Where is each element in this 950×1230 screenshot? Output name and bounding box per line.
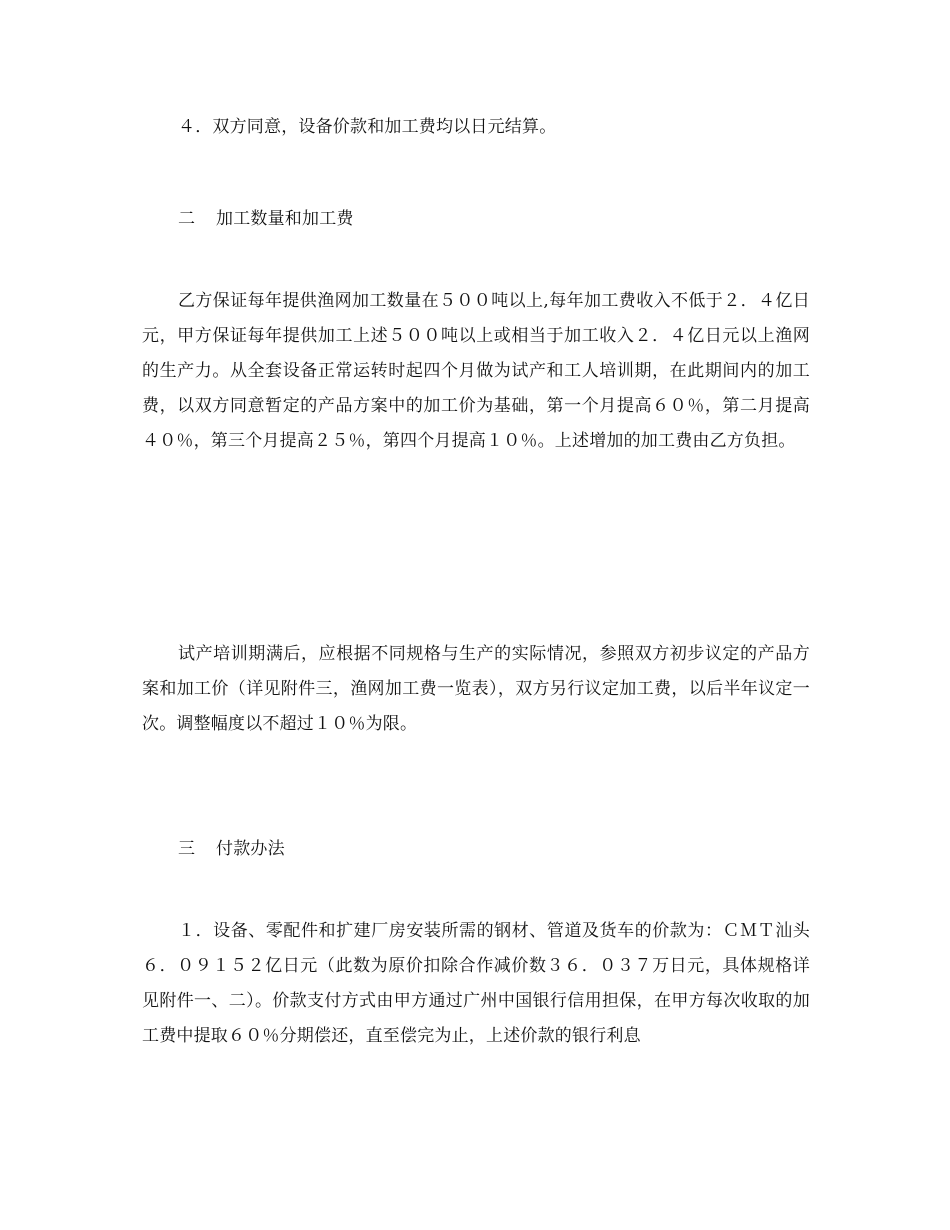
section-3-number: 三 [178,839,196,859]
section-2-number: 二 [178,209,196,229]
section-2-heading [178,202,846,237]
section-3-title: 付款办法 [216,839,285,859]
section-3-paragraph-1: １．设备、零配件和扩建厂房安装所需的钢材、管道及货车的价款为：ＣＭＴ汕头６．０９１５２亿日元（此数为原价扣除合作减价数３６．０３７万日元，具体规格详见附件一、二）。价款支付方式由甲方通过广州中国银行信用担保，在甲方每次收取的加工费中提取６０％分期偿还，直至偿完为止，上述价款的银行利息 [142,921,810,1046]
section-3-heading [178,832,846,867]
section-2-title: 加工数量和加工费 [216,209,354,229]
section-2-paragraph-2: 试产培训期满后，应根据不同规格与生产的实际情况，参照双方初步议定的产品方案和加工价（详见附件三，渔网加工费一览表），双方另行议定加工费，以后半年议定一次。调整幅度以不超过１０％为限。 [142,644,810,734]
clause-4-paragraph: ４．双方同意，设备价款和加工费均以日元结算。 [178,117,557,137]
section-2-paragraph-1: 乙方保证每年提供渔网加工数量在５００吨以上,每年加工费收入不低于２．４亿日元，甲方保证每年提供加工上述５００吨以上或相当于加工收入２．４亿日元以上渔网的生产力。从全套设备正常运转时起四个月做为试产和工人培训期，在此期间内的加工费，以双方同意暂定的产品方案中的加工价为基础，第一个月提高６０％，第二月提高４０％，第三个月提高２５％，第四个月提高１０％。上述增加的加工费由乙方负担。 [142,291,810,451]
